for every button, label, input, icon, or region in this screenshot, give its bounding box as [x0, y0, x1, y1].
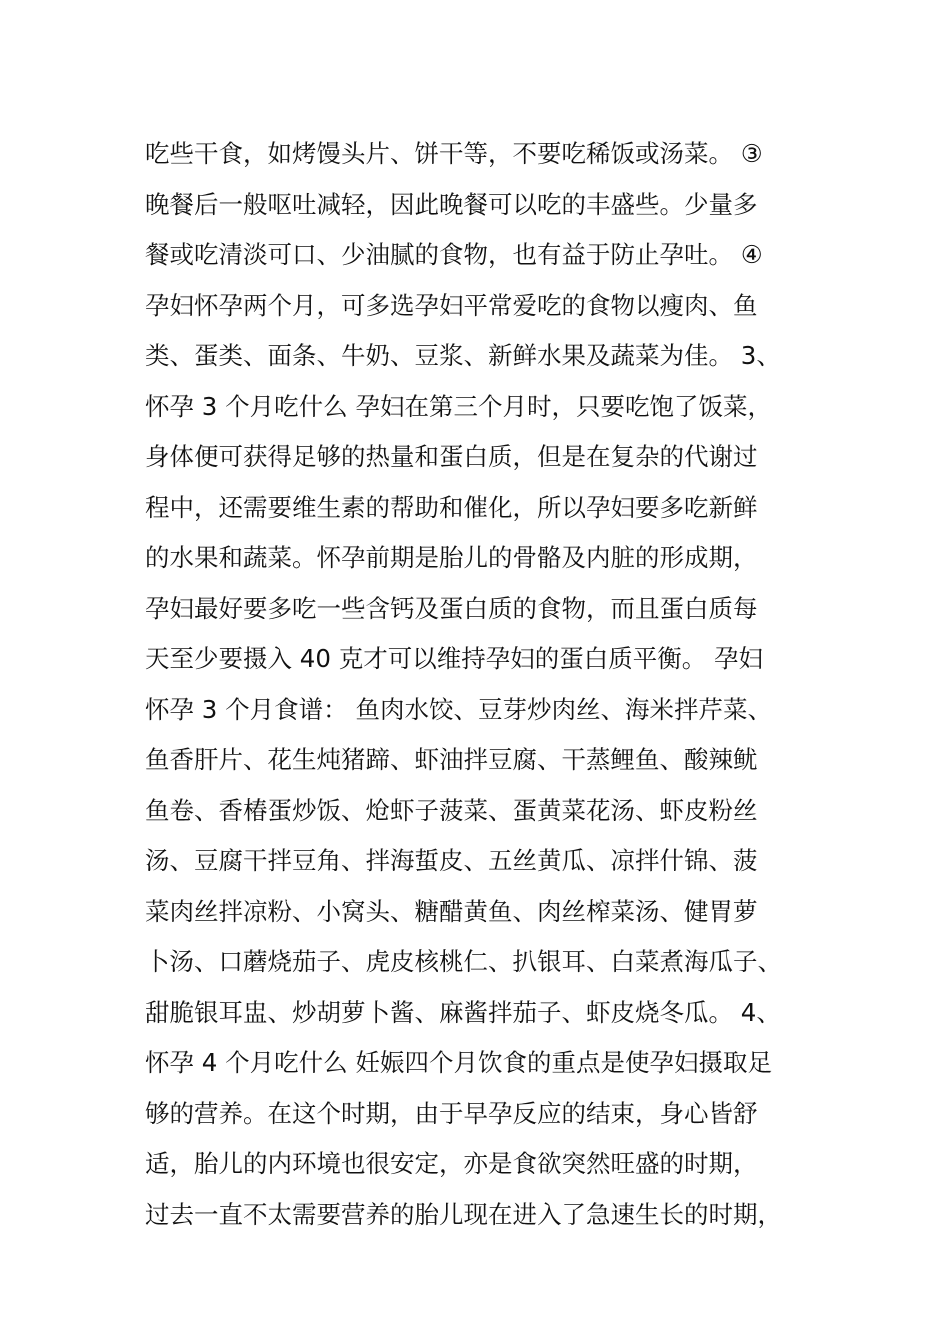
text-line: 鱼香肝片、花生炖猪蹄、虾油拌豆腐、干蒸鲤鱼、酸辣鱿	[145, 745, 758, 774]
text-line: 过去一直不太需要营养的胎儿现在进入了急速生长的时期，	[145, 1199, 782, 1229]
text-line: 餐或吃清淡可口、少油腻的食物，也有益于防止孕吐。 ④	[145, 240, 763, 269]
text-line: 够的营养。在这个时期，由于早孕反应的结束，身心皆舒	[145, 1098, 758, 1128]
text-line: 孕妇怀孕两个月，可多选孕妇平常爱吃的食物以瘦肉、鱼	[145, 290, 758, 320]
text-line: 适，胎儿的内环境也很安定，亦是食欲突然旺盛的时期，	[145, 1149, 758, 1178]
text-line: 程中，还需要维生素的帮助和催化，所以孕妇要多吃新鲜	[145, 492, 758, 522]
text-line: 类、蛋类、面条、牛奶、豆浆、新鲜水果及蔬菜为佳。 3、	[145, 341, 781, 370]
text-line: 吃些干食，如烤馒头片、饼干等，不要吃稀饭或汤菜。 ③	[145, 139, 763, 168]
text-line: 的水果和蔬菜。怀孕前期是胎儿的骨骼及内脏的形成期，	[145, 543, 758, 572]
text-line: 甜脆银耳盅、炒胡萝卜酱、麻酱拌茄子、虾皮烧冬瓜。 4、	[145, 997, 781, 1027]
text-line: 身体便可获得足够的热量和蛋白质，但是在复杂的代谢过	[145, 442, 758, 471]
text-line: 菜肉丝拌凉粉、小窝头、糖醋黄鱼、肉丝榨菜汤、健胃萝	[145, 896, 758, 926]
text-line: 怀孕 3 个月食谱： 鱼肉水饺、豆芽炒肉丝、海米拌芹菜、	[145, 694, 772, 724]
text-line: 卜汤、口蘑烧茄子、虎皮核桃仁、扒银耳、白菜煮海瓜子、	[145, 947, 782, 976]
text-line: 孕妇最好要多吃一些含钙及蛋白质的食物，而且蛋白质每	[145, 593, 758, 623]
body-text	[145, 129, 805, 1240]
text-line: 怀孕 4 个月吃什么 妊娠四个月饮食的重点是使孕妇摄取足	[145, 1048, 772, 1077]
text-line: 汤、豆腐干拌豆角、拌海蜇皮、五丝黄瓜、凉拌什锦、菠	[145, 846, 758, 875]
text-line: 怀孕 3 个月吃什么 孕妇在第三个月时，只要吃饱了饭菜，	[145, 391, 772, 421]
text-line: 鱼卷、香椿蛋炒饭、炝虾子菠菜、蛋黄菜花汤、虾皮粉丝	[145, 795, 758, 825]
text-line: 晚餐后一般呕吐减轻，因此晚餐可以吃的丰盛些。少量多	[145, 189, 758, 219]
text-line: 天至少要摄入 40 克才可以维持孕妇的蛋白质平衡。 孕妇	[145, 644, 764, 673]
